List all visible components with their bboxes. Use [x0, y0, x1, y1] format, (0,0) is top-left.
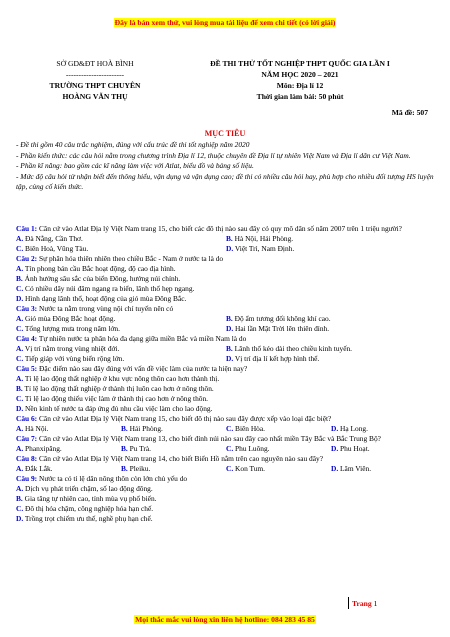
option-letter: A.	[16, 484, 24, 493]
question-stem	[16, 414, 436, 424]
subject: Môn: Địa lí 12	[276, 81, 324, 90]
option-letter: A.	[16, 424, 24, 433]
answer-option	[16, 484, 436, 494]
option-text: Hà Nội.	[23, 424, 49, 433]
option-letter: A.	[16, 344, 24, 353]
question-stem	[16, 434, 436, 444]
option-text: Trồng trọt chiếm ưu thế, nghề phụ hạn chế.	[23, 514, 153, 523]
option-letter: C.	[16, 354, 24, 363]
option-letter: A.	[16, 374, 24, 383]
school-year: NĂM HỌC 2020 – 2021	[261, 70, 339, 79]
option-row	[16, 234, 436, 244]
question-text: Căn cứ vào Atlat Địa lý Việt Nam trang 15, cho biết các đô thị nào sau đây có quy mô dân số năm 2007 trên 1 triệu người?	[37, 224, 402, 233]
answer-option	[121, 444, 226, 454]
question-number: Câu 1:	[16, 224, 38, 233]
question-number: Câu 9:	[16, 474, 38, 483]
answer-option	[226, 244, 436, 254]
option-text: Hình dạng lãnh thổ, hoạt động của gió mùa Đông Bắc.	[23, 294, 187, 303]
answer-option	[16, 234, 226, 244]
school-name-line2: HOÀNG VĂN THỤ	[62, 92, 128, 101]
answer-option	[16, 374, 436, 384]
answer-option	[16, 424, 121, 434]
option-letter: D.	[226, 354, 234, 363]
objective-item: - Mức độ câu hỏi từ nhận biết đến thông hiểu, vận dụng và vận dụng cao; đề thi có nhiều câu hỏi hay, phù hợp cho nhiều đối tượng HS luyện tập, củng cố kiến thức.	[16, 171, 434, 191]
option-text: Đà Nẵng, Cần Thơ.	[23, 234, 83, 243]
answer-option	[226, 344, 436, 354]
answer-option	[226, 424, 331, 434]
option-text: Lãnh thổ kéo dài theo chiều kinh tuyến.	[232, 344, 353, 353]
option-row	[16, 344, 436, 354]
option-row	[16, 464, 436, 474]
option-row	[16, 444, 436, 454]
objective-item: - Phần kiến thức: các câu hỏi nằm trong chương trình Địa lí 12, thuộc chuyên đề Địa lí tự nhiên Việt Nam và Địa lí dân cư Việt Nam.	[16, 150, 411, 160]
option-row	[16, 354, 436, 364]
objectives-list	[16, 140, 434, 193]
answer-option	[16, 264, 436, 274]
option-row	[16, 244, 436, 254]
option-letter: D.	[16, 404, 24, 413]
question-text: Căn cứ vào Atlat Địa lý Việt Nam trang 13, cho biết đỉnh núi nào sau đây cao nhất miền Tây Bắc và Bắc Trung Bộ?	[37, 434, 381, 443]
question-number: Câu 8:	[16, 454, 38, 463]
option-text: Biên Hòa.	[233, 424, 266, 433]
answer-option	[16, 324, 226, 334]
option-text: Vị trí địa lí kết hợp hình thể.	[233, 354, 320, 363]
option-text: Tiếp giáp với vùng biển rộng lớn.	[23, 354, 125, 363]
option-letter: A.	[16, 234, 24, 243]
option-letter: C.	[16, 394, 24, 403]
answer-option	[16, 314, 226, 324]
option-text: Việt Trì, Nam Định.	[233, 244, 295, 253]
option-letter: B.	[226, 344, 233, 353]
option-text: Phanxipăng.	[23, 444, 62, 453]
option-text: Lâm Viên.	[338, 464, 372, 473]
option-letter: A.	[16, 264, 24, 273]
option-letter: A.	[16, 464, 24, 473]
section-title: MỤC TIÊU	[204, 129, 246, 138]
option-text: Tỉ lệ lao động thiếu việc làm ở thành thị cao hơn ở nông thôn.	[23, 394, 209, 403]
option-letter: A.	[16, 314, 24, 323]
answer-option	[121, 424, 226, 434]
answer-option	[16, 404, 436, 414]
question-text: Đặc điểm nào sau đây đúng với vấn đề việc làm của nước ta hiện nay?	[37, 364, 248, 373]
question-number: Câu 7:	[16, 434, 38, 443]
exam-code: Mã đề: 507	[391, 108, 428, 117]
question-stem	[16, 224, 436, 234]
answer-option	[16, 494, 436, 504]
answer-option	[16, 384, 436, 394]
school-name-line1: TRƯỜNG THPT CHUYÊN	[49, 81, 141, 90]
question-number: Câu 3:	[16, 304, 38, 313]
exam-title: ĐỀ THI THỬ TỐT NGHIỆP THPT QUỐC GIA LẦN I	[210, 59, 390, 68]
answer-option	[226, 354, 436, 364]
question-number: Câu 4:	[16, 334, 38, 343]
option-letter: B.	[226, 314, 233, 323]
department-name: SỞ GD&ĐT HOÀ BÌNH	[56, 59, 134, 68]
option-text: Hai lần Mặt Trời lên thiên đỉnh.	[233, 324, 330, 333]
option-letter: B.	[226, 234, 233, 243]
option-letter: B.	[121, 444, 128, 453]
option-text: Có nhiều dãy núi đâm ngang ra biển, lãnh thổ hẹp ngang.	[23, 284, 195, 293]
question-stem	[16, 334, 436, 344]
option-text: Tổng lượng mưa trong năm lớn.	[23, 324, 120, 333]
option-text: Đô thị hóa chậm, công nghiệp hóa hạn chế.	[23, 504, 154, 513]
answer-option	[16, 394, 436, 404]
option-letter: D.	[331, 424, 339, 433]
answer-option	[331, 424, 436, 434]
answer-option	[16, 294, 436, 304]
question-text: Sự phân hóa thiên nhiên theo chiều Bắc - Nam ở nước ta là do	[37, 254, 224, 263]
option-letter: D.	[16, 294, 24, 303]
option-text: Vị trí nằm trong vùng nhiệt đới.	[23, 344, 120, 353]
option-text: Ảnh hưởng sâu sắc của biển Đông, hướng núi chính.	[22, 274, 181, 283]
option-letter: C.	[16, 244, 24, 253]
option-text: Hà Nội, Hải Phòng.	[232, 234, 294, 243]
answer-option	[16, 344, 226, 354]
objective-item: - Đề thi gồm 40 câu trắc nghiệm, đúng với cấu trúc đề thi tốt nghiệp năm 2020	[16, 140, 250, 149]
answer-option	[226, 444, 331, 454]
question-number: Câu 2:	[16, 254, 38, 263]
option-text: Biên Hoà, Vũng Tàu.	[23, 244, 89, 253]
hotline-banner: Mọi thắc mắc vui lòng xin liên hệ hotline: 084 283 45 85	[135, 615, 315, 624]
page-number: Trang 1	[352, 599, 378, 608]
option-letter: B.	[16, 494, 23, 503]
option-text: Dịch vụ phát triển chậm, số lao động đông.	[23, 484, 153, 493]
option-letter: D.	[16, 514, 24, 523]
option-letter: C.	[226, 444, 234, 453]
question-stem	[16, 304, 436, 314]
option-text: Phu Luông.	[233, 444, 270, 453]
option-letter: C.	[16, 284, 24, 293]
answer-option	[121, 464, 226, 474]
objective-item: - Phần kĩ năng: bao gồm các kĩ năng làm việc với Atlat, biểu đồ và bảng số liệu.	[16, 161, 254, 170]
option-letter: B.	[121, 464, 128, 473]
option-letter: C.	[226, 464, 234, 473]
question-text: Tự nhiên nước ta phân hóa đa dạng giữa miền Bắc và miền Nam là do	[37, 334, 247, 343]
option-row	[16, 324, 436, 334]
question-text: Căn cứ vào Atlat Địa lý Việt Nam trang 15, cho biết đô thị nào sau đây được xếp vào loại đặc biệt?	[37, 414, 332, 423]
option-text: Tỉ lệ lao động thất nghiệp ở thành thị luôn cao hơn ở nông thôn.	[22, 384, 214, 393]
question-stem	[16, 364, 436, 374]
question-text: Căn cứ vào Atlat Địa lý Việt Nam trang 14, cho biết Biển Hồ nằm trên cao nguyên nào sau đây?	[37, 454, 323, 463]
option-letter: C.	[16, 324, 24, 333]
option-letter: A.	[16, 444, 24, 453]
option-text: Kon Tum.	[233, 464, 266, 473]
option-text: Pleiku.	[127, 464, 151, 473]
footer-divider	[348, 597, 349, 609]
option-text: Hạ Long.	[338, 424, 368, 433]
preview-notice-banner: Đây là bản xem thử, vui lòng mua tài liệu để xem chi tiết (có lời giải)	[114, 18, 336, 27]
time-limit: Thời gian làm bài: 50 phút	[256, 92, 344, 101]
option-text: Độ ẩm tương đối không khí cao.	[232, 314, 331, 323]
question-text: Nước ta có tỉ lệ dân nông thôn còn lớn chủ yếu do	[37, 474, 188, 483]
option-text: Đắk Lắk.	[23, 464, 53, 473]
option-text: Phu Hoạt.	[338, 444, 370, 453]
answer-option	[226, 314, 436, 324]
option-letter: D.	[226, 324, 234, 333]
option-text: Pu Trà.	[127, 444, 151, 453]
question-number: Câu 5:	[16, 364, 38, 373]
answer-option	[16, 284, 436, 294]
exam-info-block	[180, 58, 420, 102]
answer-option	[331, 444, 436, 454]
option-text: Tỉ lệ lao động thất nghiệp ở khu vực nông thôn cao hơn thành thị.	[23, 374, 220, 383]
option-letter: D.	[226, 244, 234, 253]
option-text: Gió mùa Đông Bắc hoạt động.	[23, 314, 116, 323]
option-text: Tín phong bán cầu Bắc hoạt động, độ cao địa hình.	[23, 264, 176, 273]
question-stem	[16, 474, 436, 484]
option-letter: B.	[16, 384, 23, 393]
option-letter: C.	[226, 424, 234, 433]
answer-option	[16, 244, 226, 254]
answer-option	[226, 464, 331, 474]
option-letter: B.	[16, 274, 23, 283]
option-letter: B.	[121, 424, 128, 433]
question-stem	[16, 454, 436, 464]
option-row	[16, 314, 436, 324]
divider-dashes: -----------------------	[65, 70, 125, 79]
question-text: Nước ta nằm trong vùng nội chí tuyến nên có	[37, 304, 174, 313]
answer-option	[16, 274, 436, 284]
answer-option	[16, 444, 121, 454]
answer-option	[226, 324, 436, 334]
answer-option	[16, 514, 436, 524]
option-text: Gia tăng tự nhiên cao, tỉnh mùa vụ phổ biến.	[22, 494, 157, 503]
option-letter: C.	[16, 504, 24, 513]
questions-list	[16, 224, 436, 524]
question-number: Câu 6:	[16, 414, 38, 423]
answer-option	[226, 234, 436, 244]
option-row	[16, 424, 436, 434]
option-letter: D.	[331, 464, 339, 473]
answer-option	[331, 464, 436, 474]
answer-option	[16, 504, 436, 514]
option-text: Hải Phòng.	[127, 424, 163, 433]
option-letter: D.	[331, 444, 339, 453]
option-text: Nền kinh tế nước ta đáp ứng đủ nhu cầu việc làm cho lao động.	[23, 404, 213, 413]
answer-option	[16, 464, 121, 474]
issuer-block	[20, 58, 170, 102]
answer-option	[16, 354, 226, 364]
question-stem	[16, 254, 436, 264]
